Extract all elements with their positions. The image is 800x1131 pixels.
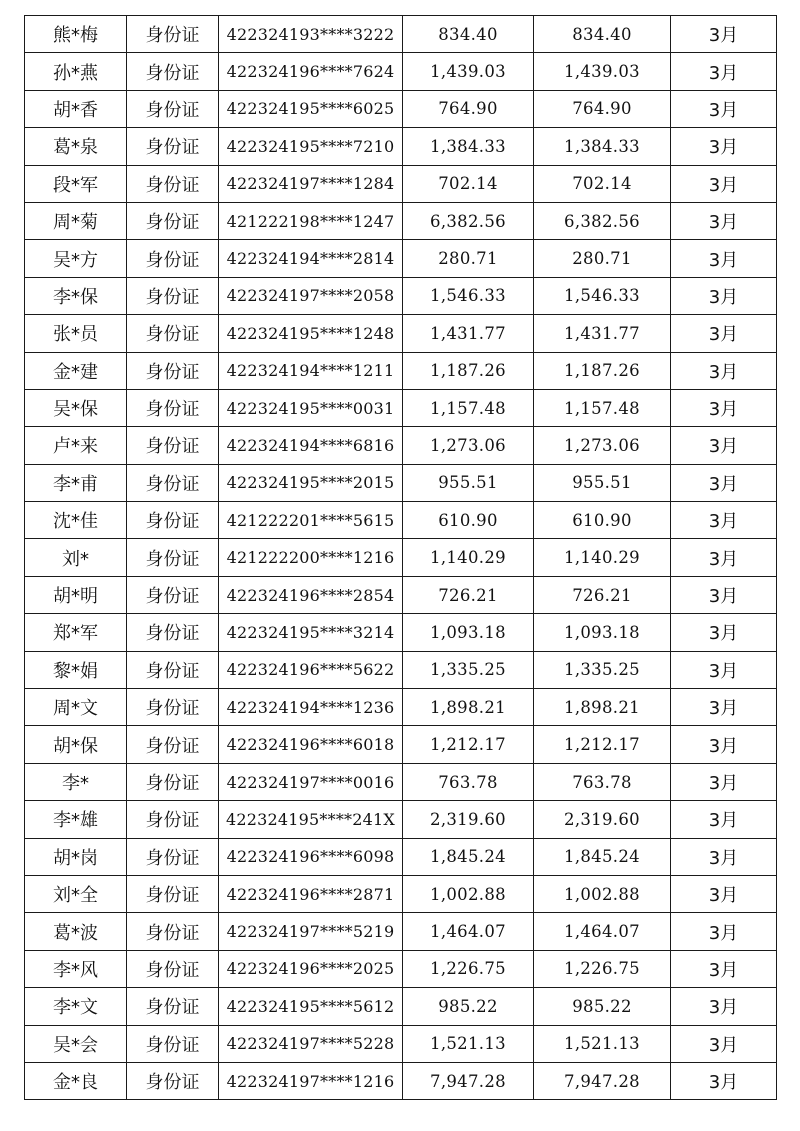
name-cell: 孙*燕	[25, 53, 127, 90]
table-row	[25, 726, 777, 763]
id-number-cell: 422324194****1236	[219, 689, 403, 726]
amount-payable-cell: 726.21	[403, 576, 534, 613]
amount-payable-cell: 1,187.26	[403, 352, 534, 389]
amount-payable-cell: 1,093.18	[403, 614, 534, 651]
id-number-cell: 422324195****6025	[219, 90, 403, 127]
month-cell: 3月	[671, 53, 777, 90]
table-row	[25, 352, 777, 389]
amount-payable-cell: 1,546.33	[403, 277, 534, 314]
amount-payable-cell: 1,335.25	[403, 651, 534, 688]
id-type-cell: 身份证	[127, 240, 219, 277]
id-type-cell: 身份证	[127, 838, 219, 875]
month-cell: 3月	[671, 502, 777, 539]
amount-payable-cell: 1,898.21	[403, 689, 534, 726]
id-type-cell: 身份证	[127, 950, 219, 987]
month-cell: 3月	[671, 165, 777, 202]
id-type-cell: 身份证	[127, 128, 219, 165]
month-cell: 3月	[671, 315, 777, 352]
name-cell: 胡*保	[25, 726, 127, 763]
name-cell: 吴*会	[25, 1025, 127, 1062]
name-cell: 卢*来	[25, 427, 127, 464]
name-cell: 段*军	[25, 165, 127, 202]
table-row	[25, 988, 777, 1025]
amount-paid-cell: 1,273.06	[534, 427, 671, 464]
amount-paid-cell: 1,212.17	[534, 726, 671, 763]
name-cell: 葛*波	[25, 913, 127, 950]
id-type-cell: 身份证	[127, 315, 219, 352]
amount-payable-cell: 763.78	[403, 763, 534, 800]
month-cell: 3月	[671, 1062, 777, 1099]
name-cell: 黎*娟	[25, 651, 127, 688]
name-cell: 李*	[25, 763, 127, 800]
id-number-cell: 422324196****6018	[219, 726, 403, 763]
amount-payable-cell: 1,212.17	[403, 726, 534, 763]
month-cell: 3月	[671, 950, 777, 987]
month-cell: 3月	[671, 202, 777, 239]
amount-paid-cell: 702.14	[534, 165, 671, 202]
name-cell: 李*甫	[25, 464, 127, 501]
payment-table	[24, 15, 777, 1100]
amount-payable-cell: 985.22	[403, 988, 534, 1025]
table-row	[25, 838, 777, 875]
amount-paid-cell: 1,335.25	[534, 651, 671, 688]
id-number-cell: 422324195****5612	[219, 988, 403, 1025]
name-cell: 刘*	[25, 539, 127, 576]
table-row	[25, 90, 777, 127]
id-type-cell: 身份证	[127, 539, 219, 576]
month-cell: 3月	[671, 763, 777, 800]
amount-payable-cell: 1,521.13	[403, 1025, 534, 1062]
month-cell: 3月	[671, 614, 777, 651]
name-cell: 李*保	[25, 277, 127, 314]
id-number-cell: 422324196****2854	[219, 576, 403, 613]
table-row	[25, 277, 777, 314]
id-number-cell: 422324193****3222	[219, 16, 403, 53]
payment-table-body	[25, 16, 777, 1100]
id-number-cell: 422324195****3214	[219, 614, 403, 651]
amount-payable-cell: 7,947.28	[403, 1062, 534, 1099]
table-row	[25, 427, 777, 464]
id-number-cell: 422324195****7210	[219, 128, 403, 165]
month-cell: 3月	[671, 801, 777, 838]
id-number-cell: 422324197****2058	[219, 277, 403, 314]
month-cell: 3月	[671, 576, 777, 613]
id-number-cell: 422324195****1248	[219, 315, 403, 352]
id-number-cell: 422324195****2015	[219, 464, 403, 501]
amount-paid-cell: 1,845.24	[534, 838, 671, 875]
id-type-cell: 身份证	[127, 576, 219, 613]
id-number-cell: 422324196****5622	[219, 651, 403, 688]
id-number-cell: 422324195****241X	[219, 801, 403, 838]
id-number-cell: 422324194****2814	[219, 240, 403, 277]
id-type-cell: 身份证	[127, 801, 219, 838]
name-cell: 熊*梅	[25, 16, 127, 53]
month-cell: 3月	[671, 539, 777, 576]
month-cell: 3月	[671, 128, 777, 165]
amount-paid-cell: 764.90	[534, 90, 671, 127]
amount-paid-cell: 763.78	[534, 763, 671, 800]
amount-payable-cell: 1,845.24	[403, 838, 534, 875]
amount-paid-cell: 1,226.75	[534, 950, 671, 987]
id-number-cell: 422324194****6816	[219, 427, 403, 464]
id-type-cell: 身份证	[127, 689, 219, 726]
table-row	[25, 950, 777, 987]
id-type-cell: 身份证	[127, 614, 219, 651]
table-row	[25, 1062, 777, 1099]
month-cell: 3月	[671, 875, 777, 912]
amount-paid-cell: 726.21	[534, 576, 671, 613]
name-cell: 胡*明	[25, 576, 127, 613]
amount-paid-cell: 1,157.48	[534, 389, 671, 426]
amount-payable-cell: 1,384.33	[403, 128, 534, 165]
id-type-cell: 身份证	[127, 875, 219, 912]
table-row	[25, 53, 777, 90]
name-cell: 张*员	[25, 315, 127, 352]
amount-paid-cell: 1,898.21	[534, 689, 671, 726]
amount-payable-cell: 764.90	[403, 90, 534, 127]
id-type-cell: 身份证	[127, 90, 219, 127]
amount-paid-cell: 985.22	[534, 988, 671, 1025]
amount-paid-cell: 610.90	[534, 502, 671, 539]
name-cell: 李*文	[25, 988, 127, 1025]
table-row	[25, 689, 777, 726]
month-cell: 3月	[671, 689, 777, 726]
id-number-cell: 422324197****5219	[219, 913, 403, 950]
amount-payable-cell: 1,439.03	[403, 53, 534, 90]
id-type-cell: 身份证	[127, 352, 219, 389]
name-cell: 胡*香	[25, 90, 127, 127]
table-row	[25, 502, 777, 539]
id-number-cell: 422324196****6098	[219, 838, 403, 875]
id-type-cell: 身份证	[127, 913, 219, 950]
id-type-cell: 身份证	[127, 202, 219, 239]
amount-paid-cell: 1,546.33	[534, 277, 671, 314]
month-cell: 3月	[671, 988, 777, 1025]
id-number-cell: 422324196****2871	[219, 875, 403, 912]
amount-paid-cell: 2,319.60	[534, 801, 671, 838]
amount-paid-cell: 1,521.13	[534, 1025, 671, 1062]
id-type-cell: 身份证	[127, 502, 219, 539]
amount-payable-cell: 702.14	[403, 165, 534, 202]
name-cell: 沈*佳	[25, 502, 127, 539]
name-cell: 胡*岗	[25, 838, 127, 875]
table-row	[25, 240, 777, 277]
amount-payable-cell: 1,140.29	[403, 539, 534, 576]
id-type-cell: 身份证	[127, 53, 219, 90]
table-row	[25, 576, 777, 613]
id-number-cell: 422324194****1211	[219, 352, 403, 389]
name-cell: 郑*军	[25, 614, 127, 651]
amount-payable-cell: 2,319.60	[403, 801, 534, 838]
month-cell: 3月	[671, 352, 777, 389]
table-row	[25, 614, 777, 651]
name-cell: 葛*泉	[25, 128, 127, 165]
amount-paid-cell: 1,140.29	[534, 539, 671, 576]
id-number-cell: 421222200****1216	[219, 539, 403, 576]
id-number-cell: 422324196****2025	[219, 950, 403, 987]
id-type-cell: 身份证	[127, 165, 219, 202]
month-cell: 3月	[671, 651, 777, 688]
amount-paid-cell: 955.51	[534, 464, 671, 501]
table-row	[25, 315, 777, 352]
amount-paid-cell: 1,093.18	[534, 614, 671, 651]
table-row	[25, 464, 777, 501]
amount-payable-cell: 1,273.06	[403, 427, 534, 464]
month-cell: 3月	[671, 277, 777, 314]
id-type-cell: 身份证	[127, 427, 219, 464]
amount-paid-cell: 1,384.33	[534, 128, 671, 165]
amount-payable-cell: 280.71	[403, 240, 534, 277]
name-cell: 刘*全	[25, 875, 127, 912]
amount-paid-cell: 1,464.07	[534, 913, 671, 950]
id-type-cell: 身份证	[127, 16, 219, 53]
amount-payable-cell: 1,002.88	[403, 875, 534, 912]
table-row	[25, 389, 777, 426]
name-cell: 周*菊	[25, 202, 127, 239]
amount-payable-cell: 834.40	[403, 16, 534, 53]
amount-payable-cell: 1,431.77	[403, 315, 534, 352]
id-type-cell: 身份证	[127, 763, 219, 800]
name-cell: 吴*方	[25, 240, 127, 277]
name-cell: 周*文	[25, 689, 127, 726]
amount-payable-cell: 610.90	[403, 502, 534, 539]
amount-paid-cell: 6,382.56	[534, 202, 671, 239]
amount-paid-cell: 1,187.26	[534, 352, 671, 389]
table-row	[25, 1025, 777, 1062]
amount-paid-cell: 1,439.03	[534, 53, 671, 90]
name-cell: 李*风	[25, 950, 127, 987]
name-cell: 吴*保	[25, 389, 127, 426]
amount-payable-cell: 955.51	[403, 464, 534, 501]
id-type-cell: 身份证	[127, 277, 219, 314]
amount-paid-cell: 1,002.88	[534, 875, 671, 912]
id-number-cell: 421222201****5615	[219, 502, 403, 539]
table-row	[25, 913, 777, 950]
month-cell: 3月	[671, 427, 777, 464]
amount-payable-cell: 1,157.48	[403, 389, 534, 426]
id-type-cell: 身份证	[127, 389, 219, 426]
amount-paid-cell: 1,431.77	[534, 315, 671, 352]
month-cell: 3月	[671, 90, 777, 127]
amount-paid-cell: 7,947.28	[534, 1062, 671, 1099]
id-type-cell: 身份证	[127, 464, 219, 501]
id-number-cell: 421222198****1247	[219, 202, 403, 239]
month-cell: 3月	[671, 913, 777, 950]
name-cell: 李*雄	[25, 801, 127, 838]
id-number-cell: 422324197****1216	[219, 1062, 403, 1099]
month-cell: 3月	[671, 726, 777, 763]
month-cell: 3月	[671, 1025, 777, 1062]
month-cell: 3月	[671, 389, 777, 426]
table-row	[25, 202, 777, 239]
id-number-cell: 422324197****0016	[219, 763, 403, 800]
name-cell: 金*良	[25, 1062, 127, 1099]
table-row	[25, 801, 777, 838]
id-type-cell: 身份证	[127, 1025, 219, 1062]
amount-payable-cell: 6,382.56	[403, 202, 534, 239]
month-cell: 3月	[671, 240, 777, 277]
amount-payable-cell: 1,464.07	[403, 913, 534, 950]
id-type-cell: 身份证	[127, 726, 219, 763]
id-number-cell: 422324197****5228	[219, 1025, 403, 1062]
month-cell: 3月	[671, 838, 777, 875]
id-number-cell: 422324197****1284	[219, 165, 403, 202]
id-number-cell: 422324195****0031	[219, 389, 403, 426]
id-type-cell: 身份证	[127, 988, 219, 1025]
table-row	[25, 128, 777, 165]
month-cell: 3月	[671, 464, 777, 501]
table-row	[25, 875, 777, 912]
table-row	[25, 165, 777, 202]
table-row	[25, 763, 777, 800]
id-type-cell: 身份证	[127, 1062, 219, 1099]
table-row	[25, 539, 777, 576]
amount-paid-cell: 834.40	[534, 16, 671, 53]
id-type-cell: 身份证	[127, 651, 219, 688]
id-number-cell: 422324196****7624	[219, 53, 403, 90]
amount-payable-cell: 1,226.75	[403, 950, 534, 987]
table-row	[25, 16, 777, 53]
name-cell: 金*建	[25, 352, 127, 389]
amount-paid-cell: 280.71	[534, 240, 671, 277]
month-cell: 3月	[671, 16, 777, 53]
table-row	[25, 651, 777, 688]
